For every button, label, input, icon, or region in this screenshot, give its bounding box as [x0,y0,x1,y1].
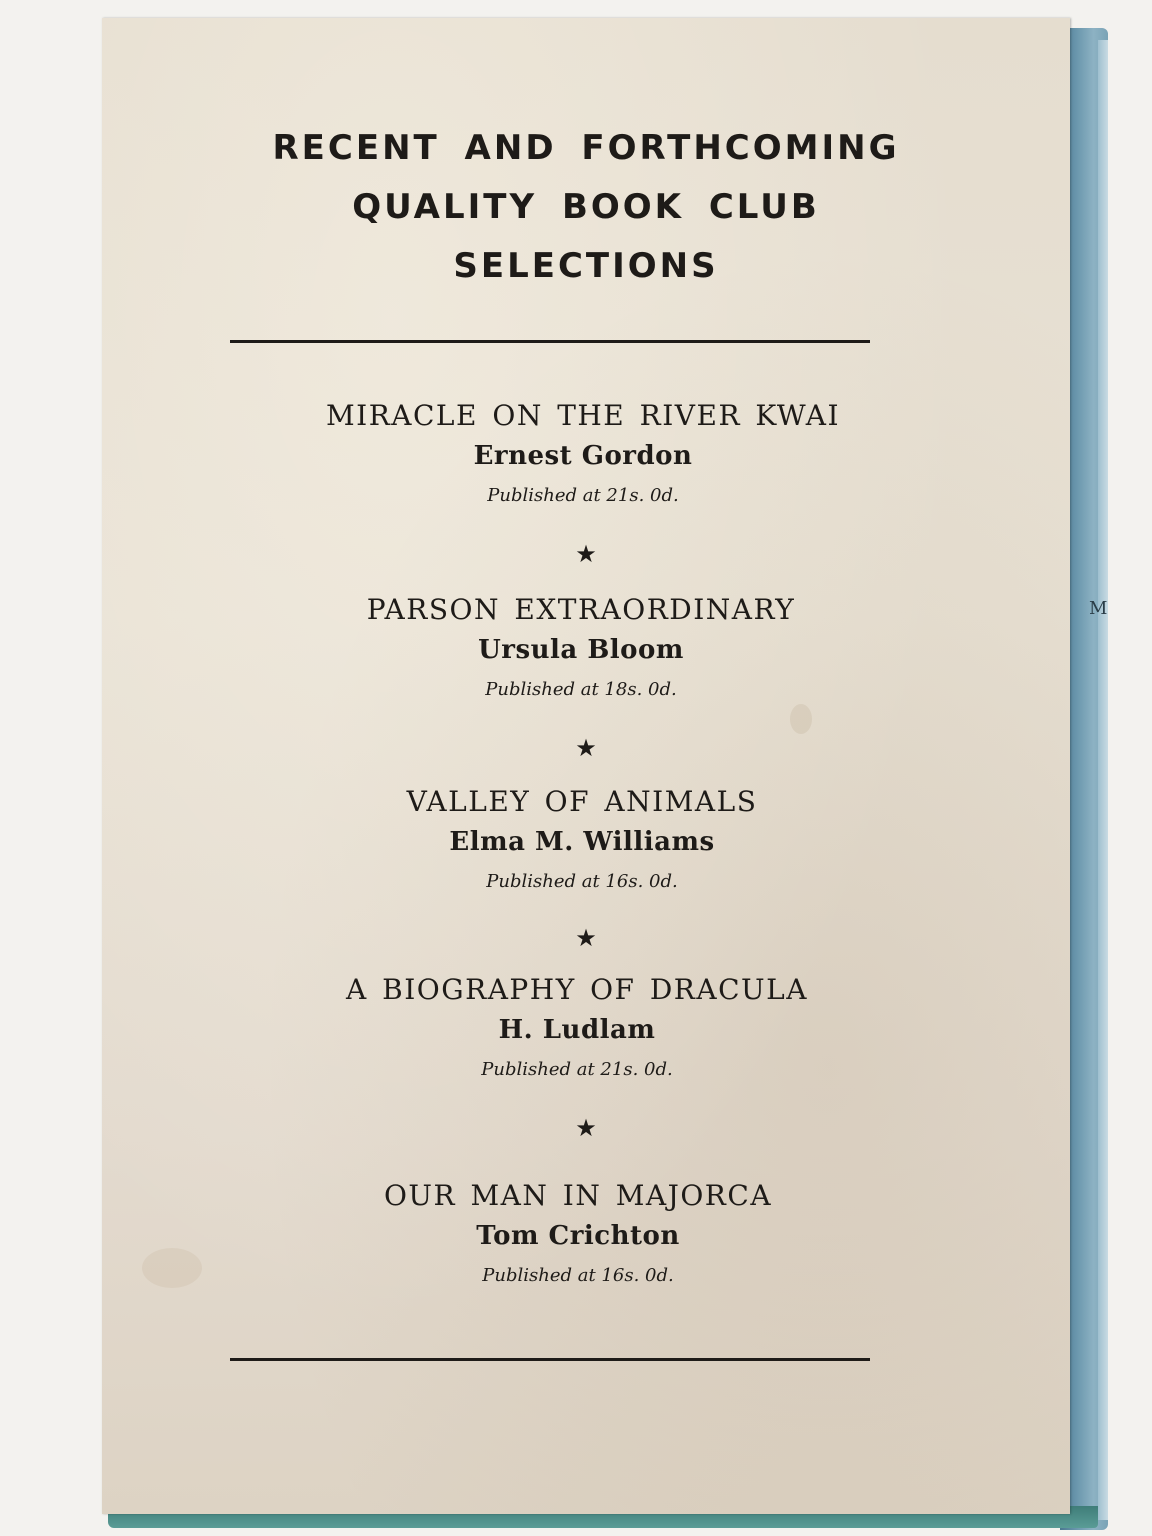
book-title: MIRACLE ON THE RIVER KWAI [325,399,841,432]
book-title: VALLEY OF ANIMALS [406,785,758,818]
book-title: OUR MAN IN MAJORCA [383,1179,773,1212]
book-author: Ursula Bloom [478,635,684,665]
book-author: Ernest Gordon [473,441,693,471]
heading-line-1: RECENT AND FORTHCOMING [272,128,900,168]
book-price: Published at 21s. 0d. [481,1059,673,1080]
book-author: Elma M. Williams [449,827,715,857]
dust-jacket-back [102,18,1070,1514]
book-entry [98,782,1066,902]
heading-line-3: SELECTIONS [453,246,719,286]
cover-edge [1098,40,1108,1520]
top-rule [230,340,870,343]
book-entry [93,970,1061,1090]
book-author: Tom Crichton [476,1221,680,1251]
star-separator: ★ [575,734,597,762]
heading-line-2: QUALITY BOOK CLUB [352,187,820,227]
book-author: H. Ludlam [498,1015,656,1045]
book-price: Published at 16s. 0d. [486,871,678,892]
book-entry [99,396,1067,516]
book-title: A BIOGRAPHY OF DRACULA [346,973,808,1006]
book-title: PARSON EXTRAORDINARY [366,593,796,626]
cover-spine-letter: M [1089,598,1108,619]
book-price: Published at 21s. 0d. [487,485,679,506]
star-separator: ★ [575,540,597,568]
bottom-rule [230,1358,870,1361]
book-price: Published at 16s. 0d. [482,1265,674,1286]
star-separator: ★ [575,1114,597,1142]
book-entry [94,1176,1062,1296]
star-separator: ★ [575,924,597,952]
book-entry [97,590,1065,710]
book-price: Published at 18s. 0d. [485,679,677,700]
